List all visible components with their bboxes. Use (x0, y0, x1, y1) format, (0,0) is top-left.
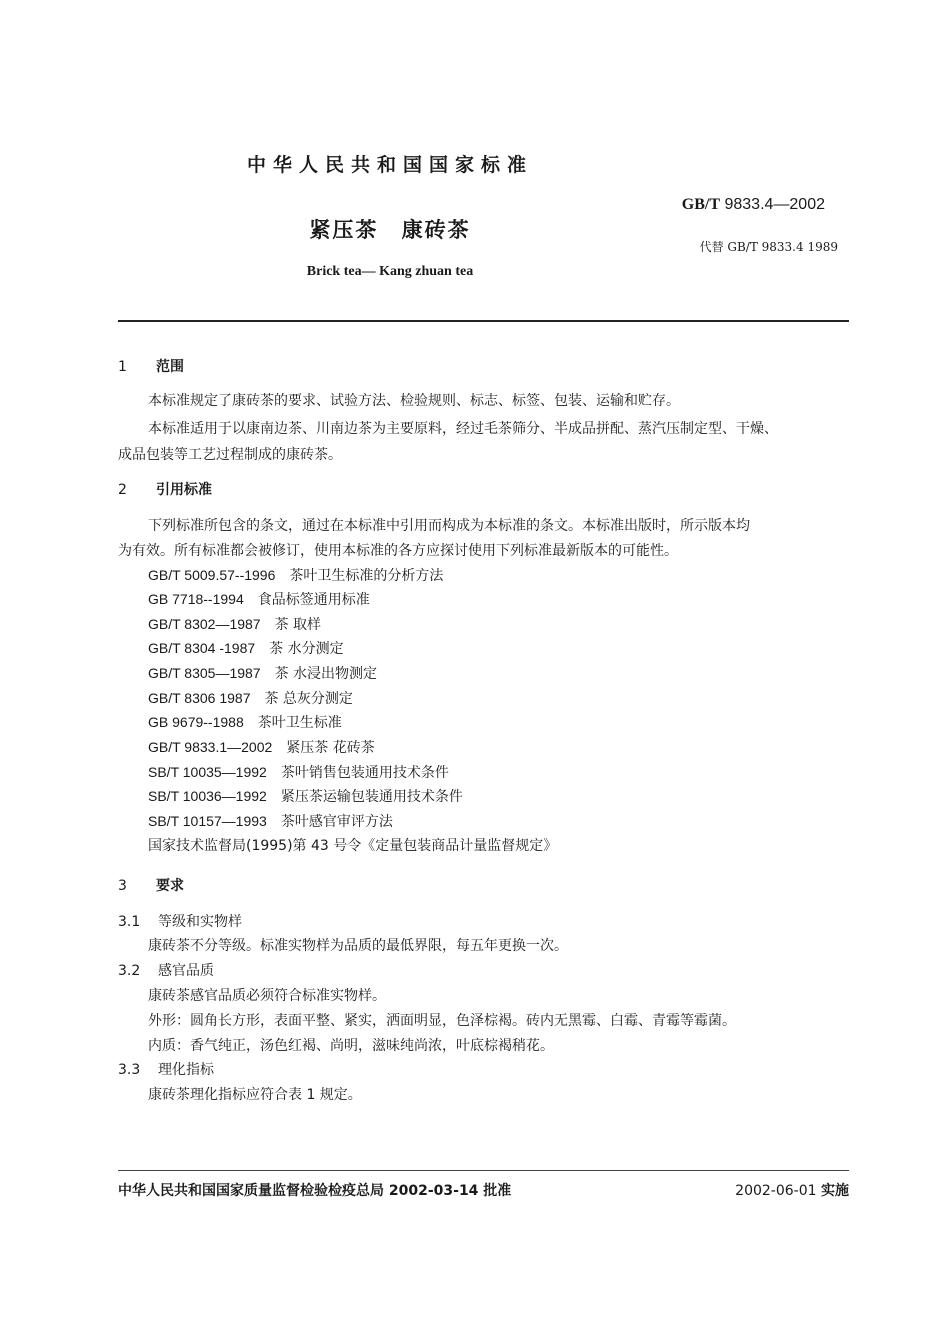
reference-code: GB/T 5009.57--1996 (148, 567, 276, 583)
reference-title: 茶叶卫生标准的分析方法 (289, 568, 444, 584)
reference-code: GB/T 8304 -1987 (148, 640, 256, 656)
footer-divider (118, 1170, 849, 1171)
reference-code: GB 7718--1994 (148, 591, 244, 607)
subsection-3-1-text: 康砖茶不分等级。标准实物样为品质的最低界限，每五年更换一次。 (148, 938, 568, 954)
reference-title: 紧压茶 花砖茶 (286, 740, 375, 756)
subsection-3-3-number: 3.3 (118, 1062, 141, 1078)
section-2-intro-line-2: 为有效。所有标准都会被修订，使用本标准的各方应探讨使用下列标准最新版本的可能性。 (118, 543, 678, 559)
reference-code: GB/T 8302—1987 (148, 616, 261, 632)
reference-code: GB/T 8306 1987 (148, 690, 251, 706)
effective-label: 实施 (821, 1183, 849, 1199)
subsection-3-2-text-2: 外形：圆角长方形，表面平整、紧实，洒面明显，色泽棕褐。砖内无黑霉、白霉、青霉等霉菌。 (148, 1013, 736, 1029)
reference-title: 茶 水浸出物测定 (274, 666, 378, 682)
subsection-3-3-heading (118, 1059, 214, 1079)
title-english: Brick tea— Kang zhuan tea (306, 264, 474, 279)
section-3-number: 3 (118, 878, 127, 894)
reference-title: 紧压茶运输包装通用技术条件 (280, 789, 463, 805)
section-3-heading (118, 875, 184, 895)
standard-number (682, 196, 825, 214)
standard-code: 9833.4—2002 (724, 196, 825, 213)
reference-code: GB/T 9833.1—2002 (148, 739, 273, 755)
subsection-3-3-text: 康砖茶理化指标应符合表 1 规定。 (148, 1087, 362, 1103)
section-1-title: 范围 (156, 359, 184, 375)
header-divider (118, 320, 849, 322)
reference-code: SB/T 10035—1992 (148, 764, 267, 780)
subsection-3-2-title: 感官品质 (158, 963, 214, 979)
reference-item (148, 614, 321, 634)
subsection-3-2-text-3: 内质：香气纯正，汤色红褐、尚明，滋味纯尚浓，叶底棕褐稍花。 (148, 1038, 554, 1054)
subsection-3-2-number: 3.2 (118, 963, 141, 979)
replaces-standard: 代替 GB/T 9833.4 1989 (699, 240, 838, 254)
footer-issuer: 中华人民共和国国家质量监督检验检疫总局 2002-03-14 批准 (118, 1183, 512, 1199)
standard-prefix: GB/T (681, 196, 721, 213)
reference-item (148, 811, 393, 831)
title-chinese: 紧压茶 康砖茶 (309, 218, 471, 242)
section-1-para-1: 本标准规定了康砖茶的要求、试验方法、检验规则、标志、标签、包装、运输和贮存。 (148, 393, 680, 409)
reference-code: SB/T 10036—1992 (148, 788, 267, 804)
subsection-3-2-text-1: 康砖茶感官品质必须符合标准实物样。 (148, 988, 386, 1004)
section-2-number: 2 (118, 482, 127, 498)
subsection-3-1-title: 等级和实物样 (158, 914, 242, 930)
reference-title: 茶叶卫生标准 (257, 715, 342, 731)
reference-title: 茶 总灰分测定 (264, 691, 353, 707)
reference-title: 茶 水分测定 (269, 641, 344, 657)
section-1-heading (118, 356, 184, 376)
section-1-para-2-line-1: 本标准适用于以康南边茶、川南边茶为主要原料，经过毛茶筛分、半成品拼配、蒸汽压制定型、干燥、 (148, 421, 778, 437)
section-2-heading (118, 479, 212, 499)
effective-date: 2002-06-01 (735, 1183, 817, 1199)
reference-decree: 国家技术监督局(1995)第 43 号令《定量包装商品计量监督规定》 (148, 838, 558, 854)
reference-title: 茶叶感官审评方法 (280, 814, 393, 830)
reference-item (148, 589, 370, 609)
reference-item (148, 688, 353, 708)
section-2-title: 引用标准 (156, 482, 212, 498)
national-standard-heading: 中华人民共和国国家标准 (246, 154, 533, 176)
section-1-number: 1 (118, 359, 127, 375)
reference-code: SB/T 10157—1993 (148, 813, 267, 829)
section-3-title: 要求 (156, 878, 184, 894)
reference-code: GB 9679--1988 (148, 714, 244, 730)
reference-item (148, 565, 443, 585)
subsection-3-2-heading (118, 960, 214, 980)
reference-code: GB/T 8305—1987 (148, 665, 261, 681)
reference-item (148, 786, 463, 806)
footer-effective (735, 1180, 849, 1200)
section-2-intro-line-1: 下列标准所包含的条文，通过在本标准中引用而构成为本标准的条文。本标准出版时，所示版本均 (148, 518, 750, 534)
subsection-3-1-number: 3.1 (118, 914, 141, 930)
reference-item (148, 638, 344, 658)
reference-title: 茶 取样 (274, 617, 322, 633)
reference-item (148, 737, 375, 757)
reference-title: 茶叶销售包装通用技术条件 (280, 765, 449, 781)
reference-item (148, 663, 377, 683)
reference-title: 食品标签通用标准 (257, 592, 370, 608)
subsection-3-3-title: 理化指标 (158, 1062, 214, 1078)
reference-item (148, 712, 342, 732)
subsection-3-1-heading (118, 911, 242, 931)
reference-item (148, 762, 449, 782)
section-1-para-2-line-2: 成品包装等工艺过程制成的康砖茶。 (118, 447, 342, 463)
